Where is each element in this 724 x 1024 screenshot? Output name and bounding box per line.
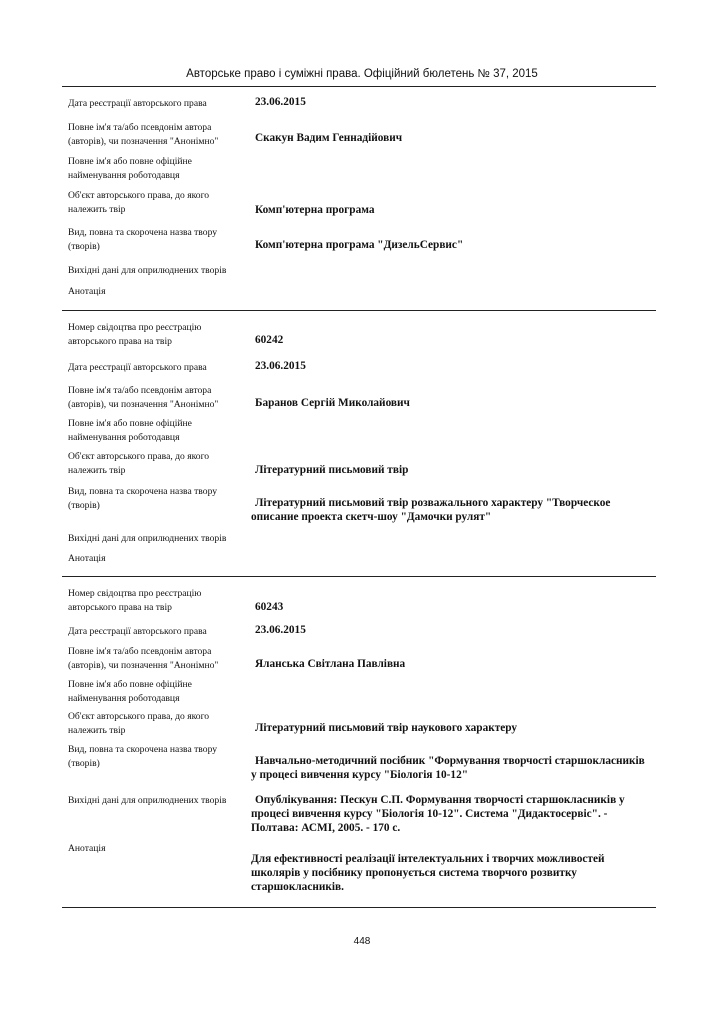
bulletin-header: Авторське право і суміжні права. Офіційний бюлетень № 37, 2015 (186, 68, 538, 80)
object-label: Об'єкт авторського права, до якого належить твір (68, 711, 210, 736)
cert-number-label: Номер свідоцтва про реєстрацію авторського права на твір (68, 322, 202, 347)
annotation-value: Для ефективності реалізації інтелектуальних і творчих можливостей школярів у посібнику пропонується система творчого розвитку старшокласників. (251, 853, 605, 893)
object-label: Об'єкт авторського права, до якого належить твір (68, 451, 210, 476)
work-title-value: Літературний письмовий твір розважального характеру "Творческое описание проекта скетч-шоу "Дамочки рулят" (251, 497, 611, 523)
reg-date-label: Дата реєстрації авторського права (68, 98, 207, 109)
work-title-value: Комп'ютерна програма "ДизельСервис" (255, 239, 464, 251)
record-divider (62, 310, 656, 311)
employer-label: Повне ім'я або повне офіційне найменування роботодавця (68, 418, 192, 443)
annotation-label: Анотація (68, 286, 106, 297)
header-rule (62, 86, 656, 87)
author-label: Повне ім'я та/або псевдонім автора (авторів), чи позначення "Анонімно" (68, 646, 219, 671)
object-label: Об'єкт авторського права, до якого належить твір (68, 190, 210, 215)
reg-date-value: 23.06.2015 (255, 624, 306, 636)
reg-date-value: 23.06.2015 (255, 360, 306, 372)
employer-label: Повне ім'я або повне офіційне найменування роботодавця (68, 679, 192, 704)
reg-date-label: Дата реєстрації авторського права (68, 626, 207, 637)
work-title-label: Вид, повна та скорочена назва твору (творів) (68, 227, 218, 252)
cert-number-value: 60242 (255, 334, 284, 346)
author-value: Скакун Вадим Геннадійович (255, 132, 403, 144)
reg-date-label: Дата реєстрації авторського права (68, 362, 207, 373)
page-number: 448 (353, 936, 371, 947)
reg-date-value: 23.06.2015 (255, 96, 306, 108)
work-title-label: Вид, повна та скорочена назва твору (творів) (68, 744, 218, 769)
publication-label: Вихідні дані для оприлюднених творів (68, 533, 227, 544)
record-divider (62, 576, 656, 577)
employer-label: Повне ім'я або повне офіційне найменування роботодавця (68, 156, 192, 181)
object-value: Комп'ютерна програма (255, 204, 375, 216)
cert-number-label: Номер свідоцтва про реєстрацію авторського права на твір (68, 588, 202, 613)
work-title-label: Вид, повна та скорочена назва твору (творів) (68, 486, 218, 511)
object-value: Літературний письмовий твір (255, 464, 409, 476)
record-divider (62, 907, 656, 908)
publication-label: Вихідні дані для оприлюднених творів (68, 795, 227, 806)
author-value: Яланська Світлана Павлівна (255, 658, 406, 670)
author-label: Повне ім'я та/або псевдонім автора (авторів), чи позначення "Анонімно" (68, 122, 219, 147)
work-title-value: Навчально-методичний посібник "Формування творчості старшокласників у процесі вивчення курсу "Біологія 10-12" (251, 755, 645, 781)
publication-value: Опублікування: Пескун С.П. Формування творчості старшокласників у процесі вивчення курсу "Біологія 10-12". Система "Дидактосервіс". - Полтава: АСМІ, 2005. - 170 с. (251, 794, 625, 834)
author-label: Повне ім'я та/або псевдонім автора (авторів), чи позначення "Анонімно" (68, 385, 219, 410)
object-value: Літературний письмовий твір наукового характеру (255, 722, 518, 734)
publication-label: Вихідні дані для оприлюднених творів (68, 265, 227, 276)
cert-number-value: 60243 (255, 601, 284, 613)
author-value: Баранов Сергій Миколайович (255, 397, 410, 409)
annotation-label: Анотація (68, 553, 106, 564)
annotation-label: Анотація (68, 843, 106, 854)
